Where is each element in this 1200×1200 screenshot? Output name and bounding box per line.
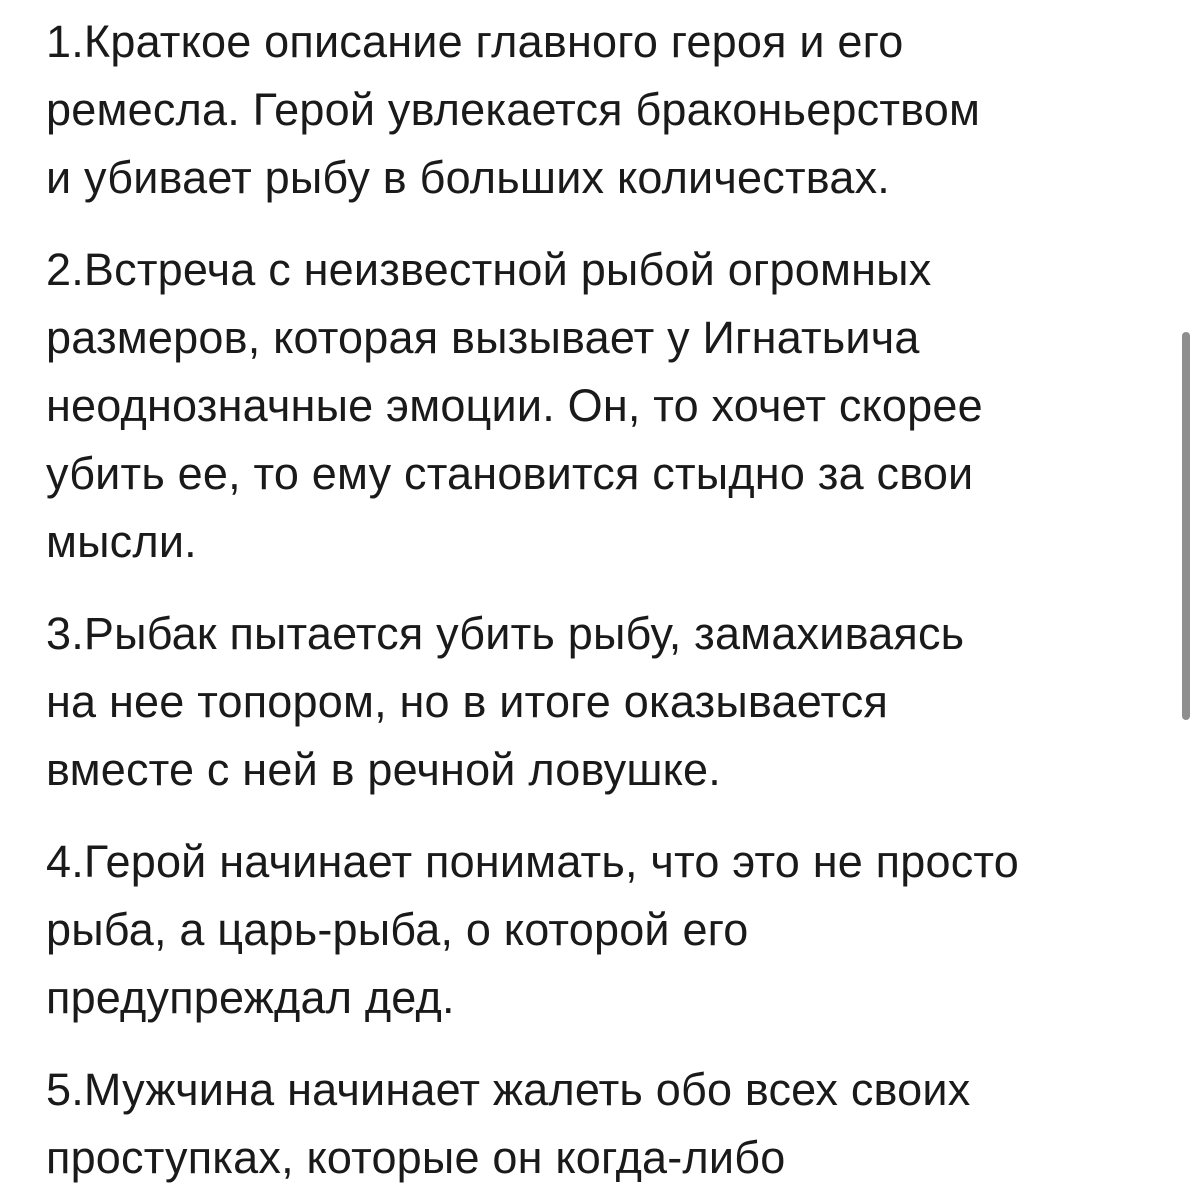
document-text — [46, 8, 1166, 1200]
text-line: проступках, которые он когда-либо — [46, 1132, 786, 1183]
paragraph-3 — [46, 600, 1166, 804]
text-line: 2.Встреча с неизвестной рыбой огромных — [46, 244, 932, 295]
paragraph-4 — [46, 828, 1166, 1032]
text-line: неоднозначные эмоции. Он, то хочет скорее — [46, 380, 983, 431]
text-line: мысли. — [46, 516, 197, 567]
text-line: на нее топором, но в итоге оказывается — [46, 676, 889, 727]
text-line: вместе с ней в речной ловушке. — [46, 744, 721, 795]
text-line: и убивает рыбу в больших количествах. — [46, 152, 890, 203]
text-line: 4.Герой начинает понимать, что это не просто — [46, 836, 1019, 887]
text-line: 1.Краткое описание главного героя и его — [46, 16, 904, 67]
text-line: предупреждал дед. — [46, 972, 455, 1023]
paragraph-1 — [46, 8, 1166, 212]
text-line: 5.Мужчина начинает жалеть обо всех своих — [46, 1064, 971, 1115]
text-line: рыба, а царь-рыба, о которой его — [46, 904, 749, 955]
text-line: убить ее, то ему становится стыдно за свои — [46, 448, 974, 499]
paragraph-5 — [46, 1056, 1166, 1192]
scrollbar-thumb[interactable] — [1182, 332, 1190, 720]
text-line: 3.Рыбак пытается убить рыбу, замахиваясь — [46, 608, 965, 659]
text-line: размеров, которая вызывает у Игнатьича — [46, 312, 920, 363]
paragraph-2 — [46, 236, 1166, 576]
text-line: ремесла. Герой увлекается браконьерством — [46, 84, 981, 135]
vertical-scrollbar[interactable] — [1182, 332, 1190, 720]
